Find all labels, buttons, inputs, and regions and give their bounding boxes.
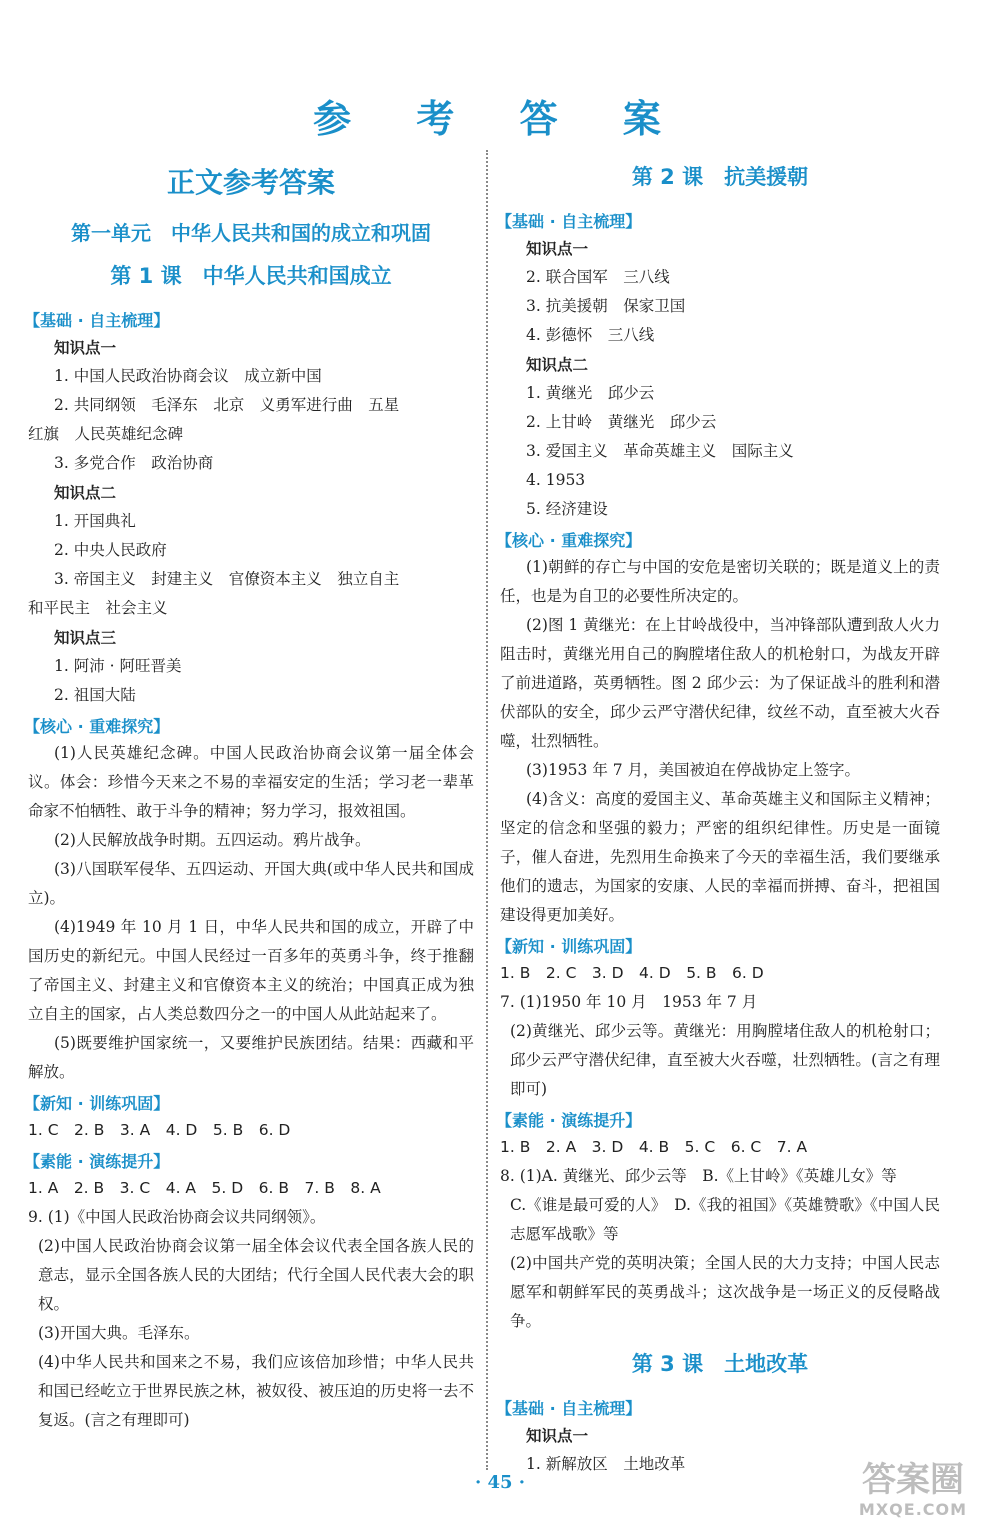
knowledge-point-1: 知识点一 xyxy=(526,1426,589,1445)
list-item: 红旗 人民英雄纪念碑 xyxy=(28,425,184,443)
tag-new: 【新知 · 训练巩固】 xyxy=(496,937,642,956)
knowledge-point-2: 知识点二 xyxy=(54,483,117,502)
tag-new: 【新知 · 训练巩固】 xyxy=(24,1094,170,1113)
lesson-1-title: 第 1 课 中华人民共和国成立 xyxy=(110,264,392,288)
list-item: 3. 抗美援朝 保家卫国 xyxy=(526,297,686,315)
list-item: 2. 联合国军 三八线 xyxy=(526,268,670,286)
list-item: 1. 开国典礼 xyxy=(54,512,136,530)
answer-key: 1. C 2. B 3. A 4. D 5. B 6. D xyxy=(28,1121,291,1139)
tag-ability: 【素能 · 演练提升】 xyxy=(24,1152,170,1171)
answer-paragraph: (4)1949 年 10 月 1 日，中华人民共和国的成立，开辟了中国历史的新纪元。中国人民经过一百多年的英勇斗争，终于推翻了帝国主义、封建主义和官僚资本主义的统治；中国真正成为独立自主的国家，占人类总数四分之一的中国人从此站起来了。 xyxy=(28,918,474,1023)
list-item: 1. 中国人民政治协商会议 成立新中国 xyxy=(54,367,322,385)
list-item: 1. 黄继光 邱少云 xyxy=(526,384,655,402)
page-title: 参 考 答 案 xyxy=(313,97,687,141)
answer-paragraph: (2)中国共产党的英明决策；全国人民的大力支持；中国人民志愿军和朝鲜军民的英勇战斗；这次战争是一场正义的反侵略战争。 xyxy=(510,1254,940,1330)
tag-core: 【核心 · 重难探究】 xyxy=(496,531,642,550)
tag-basic: 【基础 · 自主梳理】 xyxy=(496,212,642,231)
watermark-url: MXQE.COM xyxy=(858,1500,968,1519)
right-column xyxy=(496,155,940,1479)
answer-paragraph: 7. (1)1950 年 10 月 1953 年 7 月 xyxy=(500,993,758,1011)
answer-paragraph: (4)中华人民共和国来之不易，我们应该倍加珍惜；中华人民共和国已经屹立于世界民族之林，被奴役、被压迫的历史将一去不复返。(言之有理即可) xyxy=(38,1353,474,1429)
tag-basic: 【基础 · 自主梳理】 xyxy=(24,311,170,330)
answer-key: 1. B 2. C 3. D 4. D 5. B 6. D xyxy=(500,964,764,982)
answer-paragraph: (1)朝鲜的存亡与中国的安危是密切关联的；既是道义上的责任，也是为自卫的必要性所决定的。 xyxy=(500,558,940,605)
tag-basic: 【基础 · 自主梳理】 xyxy=(496,1399,642,1418)
list-item: 3. 帝国主义 封建主义 官僚资本主义 独立自主 xyxy=(54,570,400,588)
answer-paragraph: (2)人民解放战争时期。五四运动。鸦片战争。 xyxy=(54,831,371,849)
page-number: · 45 · xyxy=(474,1472,526,1493)
answer-paragraph: (2)图 1 黄继光：在上甘岭战役中，当冲锋部队遭到敌人火力阻击时，黄继光用自己的胸膛堵住敌人的机枪射口，为战友开辟了前进道路，英勇牺牲。图 2 邱少云：为了保证战斗的胜利和潜伏部队的安全，邱少云严守潜伏纪律，纹丝不动，直至被大火吞噬，壮烈牺牲。 xyxy=(500,616,940,750)
answer-paragraph: 8. (1)A. 黄继光、邱少云等 B.《上甘岭》《英雄儿女》等 xyxy=(500,1167,897,1185)
answer-key: 1. B 2. A 3. D 4. B 5. C 6. C 7. A xyxy=(500,1138,808,1156)
tag-core: 【核心 · 重难探究】 xyxy=(24,717,170,736)
answer-paragraph: 9. (1)《中国人民政治协商会议共同纲领》。 xyxy=(28,1208,326,1226)
answer-paragraph: (5)既要维护国家统一，又要维护民族团结。结果：西藏和平解放。 xyxy=(28,1034,474,1081)
list-item: 2. 中央人民政府 xyxy=(54,541,167,559)
knowledge-point-3: 知识点三 xyxy=(54,628,117,647)
answer-paragraph: (4)含义：高度的爱国主义、革命英雄主义和国际主义精神；坚定的信念和坚强的毅力；严密的组织纪律性。历史是一面镜子，催人奋进，先烈用生命换来了今天的幸福生活，我们要继承他们的遗志，为国家的安康、人民的幸福而拼搏、奋斗，把祖国建设得更加美好。 xyxy=(500,790,940,924)
list-item: 和平民主 社会主义 xyxy=(28,599,168,617)
list-item: 3. 多党合作 政治协商 xyxy=(54,454,214,472)
list-item: 2. 共同纲领 毛泽东 北京 义勇军进行曲 五星 xyxy=(54,396,400,414)
watermark-logo xyxy=(838,1460,988,1526)
answer-paragraph: (2)中国人民政治协商会议第一届全体会议代表全国各族人民的意志，显示全国各族人民的大团结；代行全国人民代表大会的职权。 xyxy=(38,1237,474,1313)
list-item: 4. 彭德怀 三八线 xyxy=(526,326,655,344)
answer-paragraph: (3)八国联军侵华、五四运动、开国大典(或中华人民共和国成立)。 xyxy=(28,860,474,907)
watermark-text: 答案圈 xyxy=(862,1460,964,1500)
left-column xyxy=(24,155,474,1435)
answer-paragraph: (3)开国大典。毛泽东。 xyxy=(38,1324,200,1342)
list-item: 3. 爱国主义 革命英雄主义 国际主义 xyxy=(526,442,794,460)
answer-paragraph: (2)黄继光、邱少云等。黄继光：用胸膛堵住敌人的机枪射口；邱少云严守潜伏纪律，直至被大火吞噬，壮烈牺牲。(言之有理即可) xyxy=(510,1022,940,1098)
list-item: 2. 祖国大陆 xyxy=(54,686,136,704)
lesson-3-title: 第 3 课 土地改革 xyxy=(631,1352,809,1376)
list-item: 1. 阿沛 · 阿旺晋美 xyxy=(54,657,182,675)
list-item: 1. 新解放区 土地改革 xyxy=(526,1455,686,1473)
knowledge-point-2: 知识点二 xyxy=(526,355,589,374)
knowledge-point-1: 知识点一 xyxy=(54,338,117,357)
knowledge-point-1: 知识点一 xyxy=(526,239,589,258)
answer-key: 1. A 2. B 3. C 4. A 5. D 6. B 7. B 8. A xyxy=(28,1179,381,1197)
unit-title: 第一单元 中华人民共和国的成立和巩固 xyxy=(71,221,431,245)
column-divider xyxy=(486,150,488,1470)
answer-paragraph: (1)人民英雄纪念碑。中国人民政治协商会议第一届全体会议。体会：珍惜今天来之不易的幸福安定的生活；学习老一辈革命家不怕牺牲、敢于斗争的精神；努力学习，报效祖国。 xyxy=(28,744,474,820)
answer-paragraph: (3)1953 年 7 月，美国被迫在停战协定上签字。 xyxy=(526,761,861,779)
list-item: 5. 经济建设 xyxy=(526,500,608,518)
list-item: 4. 1953 xyxy=(526,471,586,489)
lesson-2-title: 第 2 课 抗美援朝 xyxy=(631,165,809,189)
section-title: 正文参考答案 xyxy=(166,166,335,199)
list-item: 2. 上甘岭 黄继光 邱少云 xyxy=(526,413,717,431)
answer-paragraph: C.《谁是最可爱的人》 D.《我的祖国》《英雄赞歌》《中国人民志愿军战歌》等 xyxy=(510,1196,940,1243)
tag-ability: 【素能 · 演练提升】 xyxy=(496,1111,642,1130)
